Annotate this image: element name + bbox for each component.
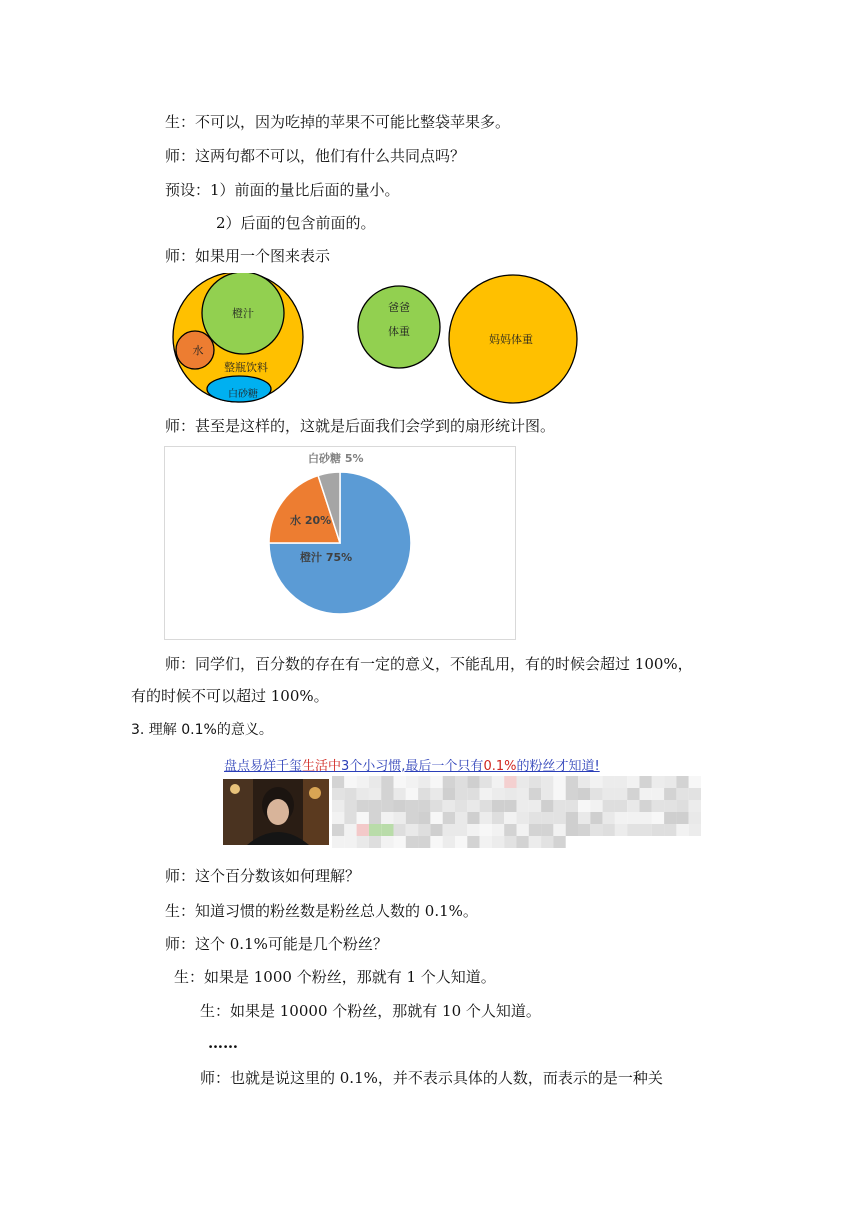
mosaic-tile xyxy=(443,812,455,824)
mosaic-tile xyxy=(467,776,479,788)
mosaic-tile xyxy=(467,824,479,836)
mosaic-tile xyxy=(578,788,590,800)
mosaic-tile xyxy=(357,776,369,788)
dialogue-line: 生：知道习惯的粉丝数是粉丝总人数的 0.1%。 xyxy=(165,902,478,920)
mosaic-tile xyxy=(529,776,541,788)
mosaic-tile xyxy=(578,776,590,788)
mosaic-tile xyxy=(627,788,639,800)
mosaic-tile xyxy=(443,788,455,800)
circle-diagrams xyxy=(170,273,590,408)
mosaic-tile xyxy=(467,836,479,848)
mosaic-tile xyxy=(615,776,627,788)
mosaic-tile xyxy=(369,776,381,788)
mosaic-tile xyxy=(652,776,664,788)
mosaic-tile xyxy=(357,788,369,800)
mosaic-tile xyxy=(357,824,369,836)
mosaic-tile xyxy=(430,800,442,812)
mosaic-tile xyxy=(640,800,652,812)
pie-label-1: 水 20% xyxy=(290,514,332,527)
mosaic-tile xyxy=(615,812,627,824)
mosaic-tile xyxy=(541,788,553,800)
mosaic-tile xyxy=(541,800,553,812)
mosaic-tile xyxy=(430,824,442,836)
mosaic-tile xyxy=(406,776,418,788)
mom-weight-label: 妈妈体重 xyxy=(489,333,533,346)
mosaic-tile xyxy=(344,800,356,812)
mosaic-tile xyxy=(578,824,590,836)
mosaic-tile xyxy=(492,800,504,812)
dad-label-line2: 体重 xyxy=(388,325,410,338)
mosaic-tile xyxy=(418,800,430,812)
mosaic-tile xyxy=(615,800,627,812)
mosaic-tile xyxy=(443,824,455,836)
mosaic-tile xyxy=(480,836,492,848)
mosaic-tile xyxy=(492,836,504,848)
mosaic-tile xyxy=(406,824,418,836)
mosaic-tile xyxy=(640,812,652,824)
mosaic-tile xyxy=(652,800,664,812)
mosaic-tile xyxy=(590,788,602,800)
mosaic-tile xyxy=(455,800,467,812)
dialogue-line: 有的时候不可以超过 100%。 xyxy=(131,687,329,705)
dialogue-line: 师：这个 0.1%可能是几个粉丝？ xyxy=(165,935,388,953)
mosaic-tile xyxy=(406,812,418,824)
dialogue-line: 师：这两句都不可以，他们有什么共同点吗？ xyxy=(165,147,466,165)
mosaic-tile xyxy=(664,788,676,800)
mosaic-tile xyxy=(443,800,455,812)
dialogue-line: 师：甚至是这样的，这就是后面我们会学到的扇形统计图。 xyxy=(165,417,556,435)
mosaic-tile xyxy=(381,812,393,824)
mosaic-tile xyxy=(553,836,565,848)
mosaic-tile xyxy=(578,800,590,812)
mosaic-tile xyxy=(430,836,442,848)
mosaic-tile xyxy=(455,824,467,836)
mosaic-tile xyxy=(689,824,701,836)
mosaic-tile xyxy=(603,776,615,788)
mosaic-tile xyxy=(541,776,553,788)
mosaic-tile xyxy=(689,776,701,788)
mosaic-tile xyxy=(344,824,356,836)
mosaic-tile xyxy=(406,788,418,800)
mosaic-tile xyxy=(566,824,578,836)
mosaic-tile xyxy=(480,788,492,800)
mosaic-tile xyxy=(640,776,652,788)
mosaic-tile xyxy=(492,788,504,800)
sugar-label: 白砂糖 xyxy=(228,389,258,400)
mosaic-tile xyxy=(455,836,467,848)
mosaic-tile xyxy=(689,788,701,800)
mosaic-tile xyxy=(332,812,344,824)
mosaic-tile xyxy=(590,800,602,812)
mosaic-tile xyxy=(332,788,344,800)
mosaic-tile xyxy=(394,812,406,824)
mosaic-tile xyxy=(676,812,688,824)
weight-comparison-diagram xyxy=(358,275,577,403)
mosaic-tile xyxy=(627,776,639,788)
headline-part: 的粉丝才知道! xyxy=(516,759,600,774)
mosaic-tile xyxy=(418,836,430,848)
mosaic-tile xyxy=(689,812,701,824)
mosaic-tile xyxy=(517,812,529,824)
mosaic-tile xyxy=(664,800,676,812)
mosaic-tile xyxy=(640,788,652,800)
mosaic-tile xyxy=(344,788,356,800)
mosaic-tile xyxy=(480,776,492,788)
ellipsis: …… xyxy=(208,1034,238,1052)
mosaic-tile xyxy=(332,836,344,848)
mosaic-tile xyxy=(394,836,406,848)
headline-part: 盘点易烊千玺 xyxy=(224,759,303,774)
mosaic-tile xyxy=(529,788,541,800)
mosaic-tile xyxy=(467,812,479,824)
mosaic-tile xyxy=(664,812,676,824)
mosaic-tile xyxy=(566,800,578,812)
mosaic-tile xyxy=(517,788,529,800)
mosaic-tile xyxy=(480,812,492,824)
mosaic-tile xyxy=(566,776,578,788)
mosaic-tile xyxy=(590,776,602,788)
mosaic-tile xyxy=(541,836,553,848)
mosaic-tile xyxy=(406,800,418,812)
mosaic-tile xyxy=(603,788,615,800)
mosaic-tile xyxy=(480,824,492,836)
mosaic-tile xyxy=(394,776,406,788)
mosaic-tile xyxy=(369,788,381,800)
mosaic-tile xyxy=(455,812,467,824)
mosaic-tile xyxy=(553,776,565,788)
mosaic-tile xyxy=(332,776,344,788)
mosaic-tile xyxy=(541,824,553,836)
dad-label-line1: 爸爸 xyxy=(388,301,410,314)
mosaic-tile xyxy=(517,800,529,812)
mosaic-tile xyxy=(455,776,467,788)
mosaic-tile xyxy=(529,824,541,836)
mosaic-tile xyxy=(553,788,565,800)
news-headline[interactable] xyxy=(224,755,600,774)
mosaic-tile xyxy=(443,836,455,848)
mosaic-tile xyxy=(676,824,688,836)
mosaic-tile xyxy=(369,824,381,836)
mosaic-tile xyxy=(541,812,553,824)
mosaic-tile xyxy=(652,788,664,800)
mosaic-tile xyxy=(664,824,676,836)
mosaic-tile xyxy=(430,788,442,800)
mosaic-tile xyxy=(504,836,516,848)
mosaic-tile xyxy=(664,776,676,788)
mosaic-tile xyxy=(430,812,442,824)
mosaic-tile xyxy=(529,812,541,824)
mosaic-tile xyxy=(369,800,381,812)
mosaic-tile xyxy=(676,788,688,800)
pie-label-0: 橙汁 75% xyxy=(300,551,353,564)
news-photo xyxy=(223,779,329,845)
pie-chart xyxy=(165,447,515,639)
mosaic-tile xyxy=(504,776,516,788)
mosaic-tile xyxy=(332,824,344,836)
mosaic-tile xyxy=(467,800,479,812)
mosaic-tile xyxy=(443,776,455,788)
mosaic-tile xyxy=(517,824,529,836)
mosaic-tile xyxy=(627,824,639,836)
mosaic-tile xyxy=(394,800,406,812)
mosaic-tile xyxy=(676,776,688,788)
mosaic-tile xyxy=(394,788,406,800)
mosaic-tile xyxy=(332,800,344,812)
mosaic-tile xyxy=(430,776,442,788)
mosaic-tile xyxy=(492,776,504,788)
mosaic-tile xyxy=(566,788,578,800)
mosaic-tile xyxy=(480,800,492,812)
dialogue-line: 师：同学们，百分数的存在有一定的意义，不能乱用，有的时候会超过 100%， xyxy=(165,655,693,673)
mosaic-tile xyxy=(603,800,615,812)
mosaic-tile xyxy=(504,812,516,824)
mosaic-tile xyxy=(603,812,615,824)
mosaic-tile xyxy=(381,800,393,812)
mosaic-tile xyxy=(344,836,356,848)
mosaic-tile xyxy=(615,824,627,836)
mosaic-tile xyxy=(652,824,664,836)
mosaic-tile xyxy=(603,824,615,836)
mosaic-tile xyxy=(627,812,639,824)
mosaic-tile xyxy=(566,812,578,824)
mosaic-tile xyxy=(406,836,418,848)
mosaic-tile xyxy=(517,776,529,788)
mosaic-tile xyxy=(590,812,602,824)
mosaic-tile xyxy=(381,788,393,800)
mosaic-tile xyxy=(381,776,393,788)
mosaic-tile xyxy=(357,836,369,848)
mosaic-tile xyxy=(504,800,516,812)
dialogue-line: 师：也就是说这里的 0.1%，并不表示具体的人数，而表示的是一种关 xyxy=(200,1069,663,1087)
mosaic-tile xyxy=(517,836,529,848)
mosaic-tile xyxy=(652,812,664,824)
mosaic-tile xyxy=(344,812,356,824)
mosaic-tile xyxy=(418,788,430,800)
mosaic-tile xyxy=(381,824,393,836)
bottle-label: 整瓶饮料 xyxy=(224,361,268,374)
dialogue-line: 师：如果用一个图来表示 xyxy=(165,247,331,265)
mosaic-tile xyxy=(553,800,565,812)
mosaic-tile xyxy=(344,776,356,788)
mosaic-tile xyxy=(615,788,627,800)
mosaic-tile xyxy=(529,800,541,812)
mosaic-tile xyxy=(357,812,369,824)
mosaic-tile xyxy=(492,812,504,824)
headline-part: 生活中 xyxy=(302,759,342,774)
water-label: 水 xyxy=(192,344,204,357)
mosaic-tile xyxy=(418,776,430,788)
mosaic-tile xyxy=(553,824,565,836)
mosaic-tile xyxy=(689,800,701,812)
mosaic-tile xyxy=(369,812,381,824)
mosaic-tile xyxy=(418,824,430,836)
mosaic-tile xyxy=(529,836,541,848)
mosaic-tile xyxy=(627,800,639,812)
pixelated-text xyxy=(332,776,702,848)
dialogue-line: 师：这个百分数该如何理解？ xyxy=(165,867,361,885)
mosaic-tile xyxy=(467,788,479,800)
mosaic-tile xyxy=(676,800,688,812)
mosaic-tile xyxy=(357,800,369,812)
dialogue-line: 生：如果是 10000 个粉丝，那就有 10 个人知道。 xyxy=(200,1002,541,1020)
headline-part: 3个小习惯,最后一个只有 xyxy=(341,759,484,774)
mosaic-tile xyxy=(578,812,590,824)
pie-chart-frame xyxy=(164,446,516,640)
dialogue-line: 生：不可以，因为吃掉的苹果不可能比整袋苹果多。 xyxy=(165,113,511,131)
news-screenshot xyxy=(222,752,702,852)
headline-part: 0.1% xyxy=(483,759,517,774)
pie-label-2: 白砂糖 5% xyxy=(308,452,364,465)
orange-juice-label: 橙汁 xyxy=(232,307,254,320)
mosaic-tile xyxy=(455,788,467,800)
mosaic-tile xyxy=(504,788,516,800)
dialogue-line: 生：如果是 1000 个粉丝，那就有 1 个人知道。 xyxy=(174,968,496,986)
dialogue-line: 预设：1）前面的量比后面的量小。 xyxy=(165,181,400,199)
dialogue-line: 2）后面的包含前面的。 xyxy=(216,214,376,232)
mosaic-tile xyxy=(394,824,406,836)
mosaic-tile xyxy=(504,824,516,836)
section-heading: 3. 理解 0.1%的意义。 xyxy=(131,722,273,738)
mosaic-tile xyxy=(590,824,602,836)
mosaic-tile xyxy=(492,824,504,836)
mosaic-tile xyxy=(381,836,393,848)
mosaic-tile xyxy=(553,812,565,824)
mosaic-tile xyxy=(369,836,381,848)
mosaic-tile xyxy=(418,812,430,824)
mosaic-tile xyxy=(640,824,652,836)
drink-composition-diagram xyxy=(173,273,303,402)
